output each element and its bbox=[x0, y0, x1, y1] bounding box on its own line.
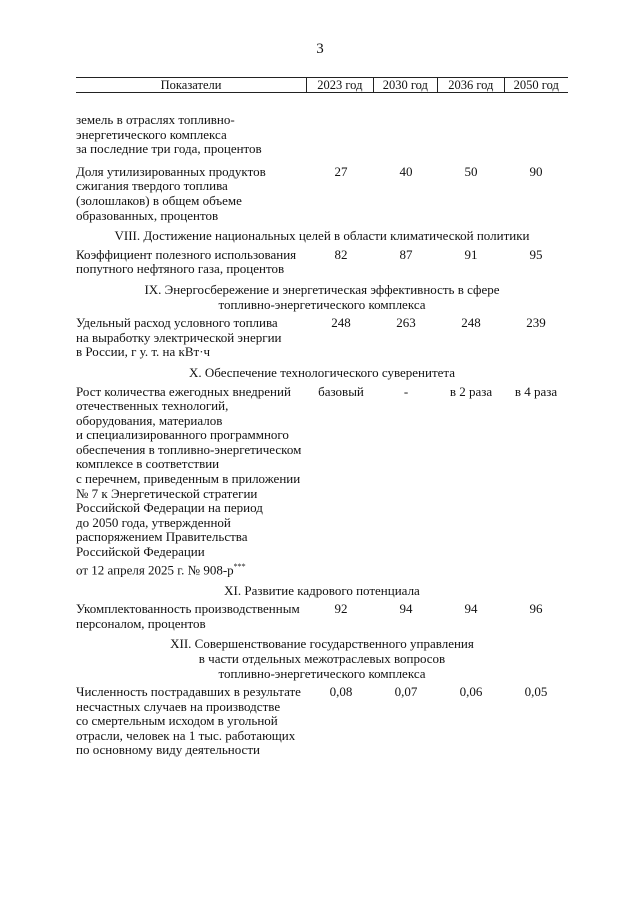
value-cell: 91 bbox=[464, 246, 478, 262]
header-year-2036: 2036 год bbox=[438, 78, 504, 92]
value-cell: 94 bbox=[399, 601, 413, 617]
indicator-label-line: земель в отраслях топливно- bbox=[76, 112, 235, 127]
indicator-label-line: энергетического комплекса bbox=[76, 126, 227, 142]
indicator-label-line: в России, г у. т. на кВт·ч bbox=[76, 344, 211, 360]
indicator-label-line: Доля утилизированных продуктов bbox=[76, 163, 266, 179]
value-cell: 0,05 bbox=[524, 684, 548, 700]
indicator-label-line: комплексе в соответствии bbox=[76, 456, 220, 472]
section-title-line: XI. Развитие кадрового потенциала bbox=[224, 582, 420, 598]
value-cell: 248 bbox=[331, 315, 351, 331]
indicator-label-line: Российской Федерации bbox=[76, 544, 205, 560]
table-row bbox=[76, 602, 568, 631]
section-title-line: IX. Энергосбережение и энергетическая эффективность в сфере bbox=[144, 281, 500, 297]
value-cell: 0,06 bbox=[459, 684, 483, 700]
table-row bbox=[76, 165, 568, 223]
section-title-line: XII. Совершенствование государственного управления bbox=[170, 636, 474, 652]
indicator-label-line: по основному виду деятельности bbox=[76, 742, 260, 758]
indicator-label-line: до 2050 года, утвержденной bbox=[76, 514, 231, 530]
section-title bbox=[76, 229, 568, 244]
indicator-label-line: образованных, процентов bbox=[76, 207, 219, 223]
value-cell: 50 bbox=[464, 163, 478, 179]
value-cell: 263 bbox=[396, 315, 416, 331]
indicator-label-line: на выработку электрической энергии bbox=[76, 329, 282, 345]
indicator-label-line: обеспечения в топливно-энергетическом bbox=[76, 441, 302, 457]
section-title-line: VIII. Достижение национальных целей в области климатической политики bbox=[114, 228, 530, 244]
indicator-label bbox=[76, 685, 308, 758]
indicator-label-line: отечественных технологий, bbox=[76, 398, 229, 414]
section-title bbox=[76, 584, 568, 599]
indicator-label-line: отрасли, человек на 1 тыс. работающих bbox=[76, 727, 296, 743]
indicator-label-line: с перечнем, приведенным в приложении bbox=[76, 471, 301, 487]
value-cell: 95 bbox=[529, 246, 543, 262]
value-cell: базовый bbox=[318, 383, 364, 399]
indicator-label-line: оборудования, материалов bbox=[76, 412, 223, 428]
indicator-label-line: Численность пострадавших в результате bbox=[76, 684, 301, 700]
value-cell: 0,07 bbox=[394, 684, 418, 700]
indicator-label-line: Российской Федерации на период bbox=[76, 500, 263, 516]
section-title bbox=[76, 283, 568, 312]
section-title-line: в части отдельных межотраслевых вопросов bbox=[198, 650, 446, 666]
section-title-line: топливно-энергетического комплекса bbox=[218, 665, 426, 681]
indicator-label-line: № 7 к Энергетической стратегии bbox=[76, 485, 258, 501]
header-year-2050: 2050 год bbox=[513, 78, 559, 92]
section-title-line: X. Обеспечение технологического суверенитета bbox=[188, 364, 456, 380]
header-indicators: Показатели bbox=[76, 78, 307, 92]
indicator-label bbox=[76, 165, 308, 223]
page-number: 3 bbox=[316, 41, 324, 57]
value-cell: - bbox=[403, 383, 409, 399]
value-cell: 82 bbox=[334, 246, 348, 262]
indicator-label-line: (золошлаков) в общем объеме bbox=[76, 192, 242, 208]
indicator-label-line: за последние три года, процентов bbox=[76, 141, 262, 157]
section-title-line: топливно-энергетического комплекса bbox=[218, 296, 426, 312]
indicator-label-line: распоряжением Правительства bbox=[76, 529, 248, 545]
indicator-label-line: сжигания твердого топлива bbox=[76, 178, 228, 194]
value-cell: 248 bbox=[461, 315, 481, 331]
indicator-label-line: персоналом, процентов bbox=[76, 615, 206, 631]
indicator-label-line: несчастных случаев на производстве bbox=[76, 698, 281, 714]
indicator-label-line: и специализированного программного bbox=[76, 427, 289, 443]
value-cell: 0,08 bbox=[329, 684, 353, 700]
section-title bbox=[76, 637, 568, 681]
header-year-2030: 2030 год bbox=[374, 78, 438, 92]
value-cell: 239 bbox=[526, 315, 546, 331]
indicators-table bbox=[76, 77, 568, 758]
indicator-label bbox=[76, 385, 308, 578]
table-row bbox=[76, 248, 568, 277]
table-body bbox=[76, 113, 568, 758]
table-row bbox=[76, 385, 568, 578]
footnote-marker: *** bbox=[233, 561, 246, 571]
indicator-label-line: Удельный расход условного топлива bbox=[76, 315, 278, 331]
value-cell: 92 bbox=[334, 601, 348, 617]
value-cell: 40 bbox=[399, 163, 413, 179]
indicator-label-line: Укомплектованность производственным bbox=[76, 601, 300, 617]
header-year-2023: 2023 год bbox=[307, 78, 373, 92]
value-cell: 27 bbox=[334, 163, 348, 179]
indicator-label-line: попутного нефтяного газа, процентов bbox=[76, 261, 285, 277]
table-row bbox=[76, 113, 568, 157]
indicator-label bbox=[76, 602, 308, 631]
indicator-label bbox=[76, 248, 308, 277]
indicator-label-line: от 12 апреля 2025 г. № 908-р*** bbox=[76, 561, 246, 577]
value-cell: 90 bbox=[529, 163, 543, 179]
value-cell: 87 bbox=[399, 246, 413, 262]
table-row bbox=[76, 685, 568, 758]
value-cell: в 4 раза bbox=[514, 383, 558, 399]
table-row bbox=[76, 316, 568, 360]
indicator-label-line: Коэффициент полезного использования bbox=[76, 246, 297, 262]
value-cell: в 2 раза bbox=[449, 383, 493, 399]
indicator-label bbox=[76, 316, 308, 360]
table-header bbox=[76, 77, 568, 93]
section-title bbox=[76, 366, 568, 381]
value-cell: 96 bbox=[529, 601, 543, 617]
indicator-label-line: со смертельным исходом в угольной bbox=[76, 713, 278, 729]
indicator-label bbox=[76, 113, 308, 157]
value-cell: 94 bbox=[464, 601, 478, 617]
indicator-label-line: Рост количества ежегодных внедрений bbox=[76, 383, 291, 399]
